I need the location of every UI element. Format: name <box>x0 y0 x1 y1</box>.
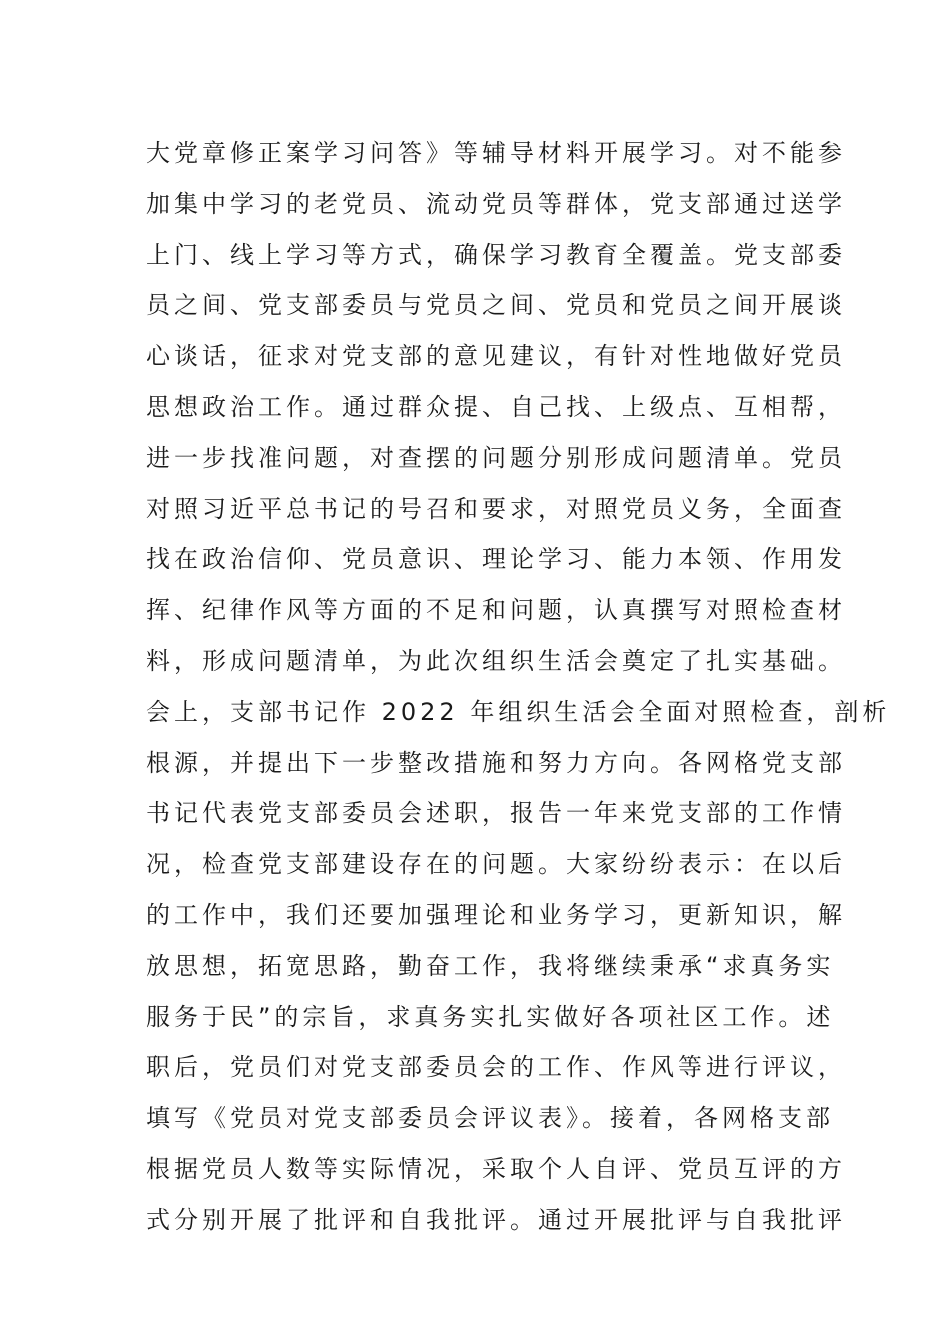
text-line: 式分别开展了批评和自我批评。通过开展批评与自我批评 <box>146 1205 846 1234</box>
text-line: 况，检查党支部建设存在的问题。大家纷纷表示：在以后 <box>146 850 846 879</box>
text-line: 对照习近平总书记的号召和要求，对照党员义务，全面查 <box>146 494 846 523</box>
text-line: 书记代表党支部委员会述职，报告一年来党支部的工作情 <box>146 799 846 828</box>
text-line: 思想政治工作。通过群众提、自己找、上级点、互相帮， <box>146 392 846 421</box>
text-line: 根源，并提出下一步整改措施和努力方向。各网格党支部 <box>146 748 846 777</box>
text-line: 心谈话，征求对党支部的意见建议，有针对性地做好党员 <box>146 342 846 371</box>
text-line: 挥、纪律作风等方面的不足和问题，认真撰写对照检查材 <box>146 596 846 625</box>
body-text <box>146 128 891 1246</box>
text-line: 加集中学习的老党员、流动党员等群体，党支部通过送学 <box>146 189 846 218</box>
text-line: 服务于民”的宗旨，求真务实扎实做好各项社区工作。述 <box>146 1002 835 1031</box>
text-line: 填写《党员对党支部委员会评议表》。接着，各网格支部 <box>146 1104 834 1133</box>
text-line: 员之间、党支部委员与党员之间、党员和党员之间开展谈 <box>146 291 846 320</box>
text-line: 上门、线上学习等方式，确保学习教育全覆盖。党支部委 <box>146 240 846 269</box>
text-line: 的工作中，我们还要加强理论和业务学习，更新知识，解 <box>146 900 846 929</box>
text-line: 放思想，拓宽思路，勤奋工作，我将继续秉承“求真务实 <box>146 951 835 980</box>
text-line: 根据党员人数等实际情况，采取个人自评、党员互评的方 <box>146 1154 846 1183</box>
text-line: 会上，支部书记作 2022 年组织生活会全面对照检查，剖析 <box>146 697 891 726</box>
text-line: 找在政治信仰、党员意识、理论学习、能力本领、作用发 <box>146 545 846 574</box>
text-line: 职后，党员们对党支部委员会的工作、作风等进行评议， <box>146 1053 846 1082</box>
text-line: 料，形成问题清单，为此次组织生活会奠定了扎实基础。 <box>146 646 846 675</box>
text-line: 进一步找准问题，对查摆的问题分别形成问题清单。党员 <box>146 443 846 472</box>
text-line: 大党章修正案学习问答》等辅导材料开展学习。对不能参 <box>146 139 846 167</box>
